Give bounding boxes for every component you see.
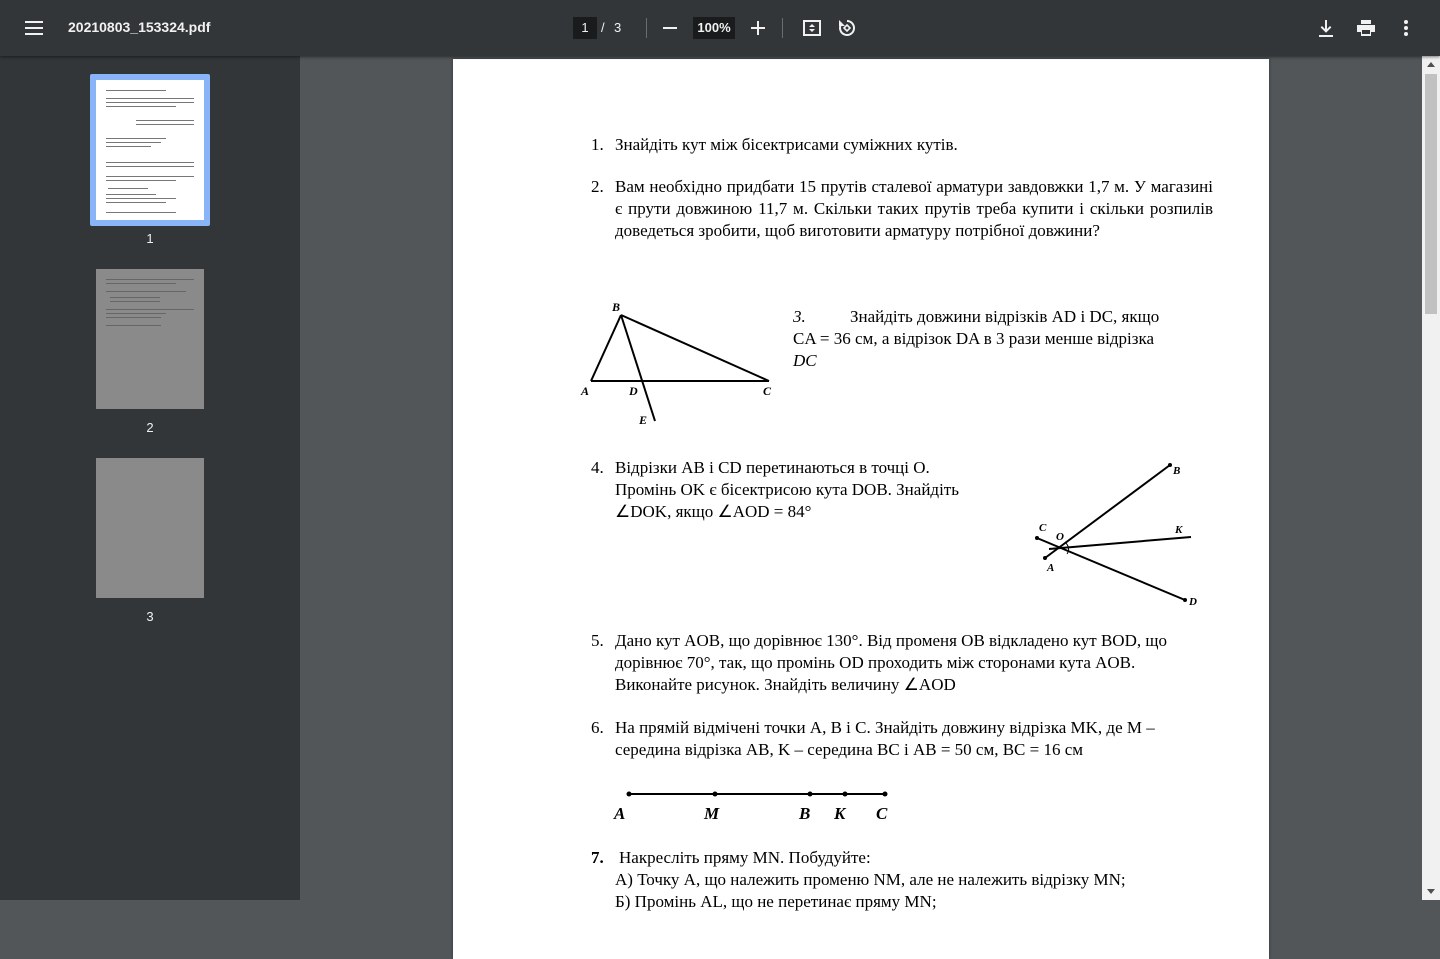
scroll-up-icon[interactable] (1427, 62, 1435, 67)
fig-label-a: A (614, 804, 626, 823)
print-icon[interactable] (1350, 12, 1382, 44)
fig-label-a: A (581, 384, 590, 398)
zoom-in-button[interactable] (742, 12, 774, 44)
fig-label-c: C (763, 384, 772, 398)
triangle-figure (579, 299, 779, 429)
pdf-toolbar (0, 0, 1440, 56)
fig-label-b: B (1173, 465, 1181, 477)
problem-number: 4. (591, 458, 604, 477)
scroll-down-icon[interactable] (1427, 889, 1435, 894)
thumbnail-page-3[interactable] (96, 458, 204, 598)
problem-text-line: Відрізки AB і CD перетинаються в точці O. (615, 458, 930, 477)
problem-text-line: Б) Промінь AL, що не перетинає пряму MN; (615, 892, 937, 911)
rotate-icon[interactable] (831, 12, 863, 44)
download-icon[interactable] (1310, 12, 1342, 44)
thumbnail-page-2[interactable] (96, 269, 204, 409)
menu-icon[interactable] (18, 12, 50, 44)
problem-text-line: дорівнює 70°, так, що промінь OD проходить між сторонами кута AOB. (615, 653, 1136, 672)
page-total: 3 (614, 20, 622, 35)
file-title: 20210803_153324.pdf (68, 19, 211, 35)
fig-label-k: K (834, 804, 846, 823)
fig-label-c: C (876, 804, 888, 823)
fig-label-a: A (1047, 562, 1055, 574)
fig-label-c: C (1039, 522, 1047, 534)
problem-number: 6. (591, 718, 604, 737)
problem-number: 5. (591, 631, 604, 650)
problem-number: 2. (591, 177, 604, 196)
problem-3 (793, 306, 1213, 372)
thumbnail-sidebar (0, 56, 300, 900)
page-number-input[interactable]: 1 (573, 17, 597, 39)
fit-page-icon[interactable] (796, 12, 828, 44)
fig-label-e: E (639, 413, 648, 427)
thumbnail-page-1[interactable] (90, 74, 210, 226)
fig-label-b: B (612, 300, 621, 314)
line-segment-figure (608, 784, 908, 834)
problem-text-line: CA = 36 см, а відрізок DA в 3 рази менше відрізка (793, 329, 1155, 348)
thumbnail-label-1: 1 (146, 231, 154, 246)
toolbar-divider (646, 18, 647, 38)
vertical-scrollbar[interactable] (1422, 56, 1440, 900)
fig-label-m: M (704, 804, 720, 823)
problem-text: Знайдіть кут між бісектрисами суміжних кутів. (615, 135, 958, 154)
problem-text-line: Промінь OK є бісектрисою кута DOB. Знайдіть (615, 480, 959, 499)
fig-label-b: B (799, 804, 811, 823)
problem-text-line: ∠DOK, якщо ∠AOD = 84° (615, 502, 812, 521)
problem-text-line: середина відрізка AB, K – середина BC і AB = 50 см, BC = 16 см (615, 740, 1084, 759)
problem-text-line: А) Точку A, що належить променю NM, але не належить відрізку MN; (615, 870, 1126, 889)
thumbnail-label-3: 3 (146, 609, 154, 624)
problem-text-line: DC (793, 351, 817, 370)
problem-number: 7. (591, 848, 604, 867)
fig-label-d: D (629, 384, 638, 398)
pdf-page (453, 59, 1269, 959)
problem-text-line: Виконайте рисунок. Знайдіть величину ∠AOD (615, 675, 956, 694)
problem-text: Вам необхідно придбати 15 прутів сталевої арматури завдовжки 1,7 м. У магазині є прути довжиною 11,7 м. Скільки таких прутів треба купити і скільки розпилів доведеться зробити, щоб виготовити арматуру потрібної довжини? (615, 177, 1213, 240)
problem-text-line: Накресліть пряму MN. Побудуйте: (619, 848, 871, 867)
problem-number: 3. (793, 307, 806, 326)
problem-number: 1. (591, 135, 604, 154)
fig-label-k: K (1175, 524, 1183, 536)
fig-label-d: D (1189, 596, 1197, 608)
problem-text-line: Знайдіть довжини відрізків AD і DC, якщо (850, 307, 1160, 326)
angle-figure (1031, 457, 1221, 617)
problem-text-line: Дано кут AOB, що дорівнює 130°. Від променя OB відкладено кут BOD, що (615, 631, 1167, 650)
problem-text-line: На прямій відмічені точки A, B і C. Знайдіть довжину відрізка MK, де M – (615, 718, 1155, 737)
toolbar-divider (782, 18, 783, 38)
scrollbar-thumb[interactable] (1425, 74, 1437, 314)
zoom-out-button[interactable] (654, 12, 686, 44)
more-options-icon[interactable] (1390, 12, 1422, 44)
page-separator: / (601, 20, 605, 35)
zoom-level-input[interactable]: 100% (693, 17, 735, 39)
thumbnail-label-2: 2 (146, 420, 154, 435)
fig-label-o: O (1056, 531, 1064, 543)
document-viewer[interactable] (300, 56, 1422, 911)
